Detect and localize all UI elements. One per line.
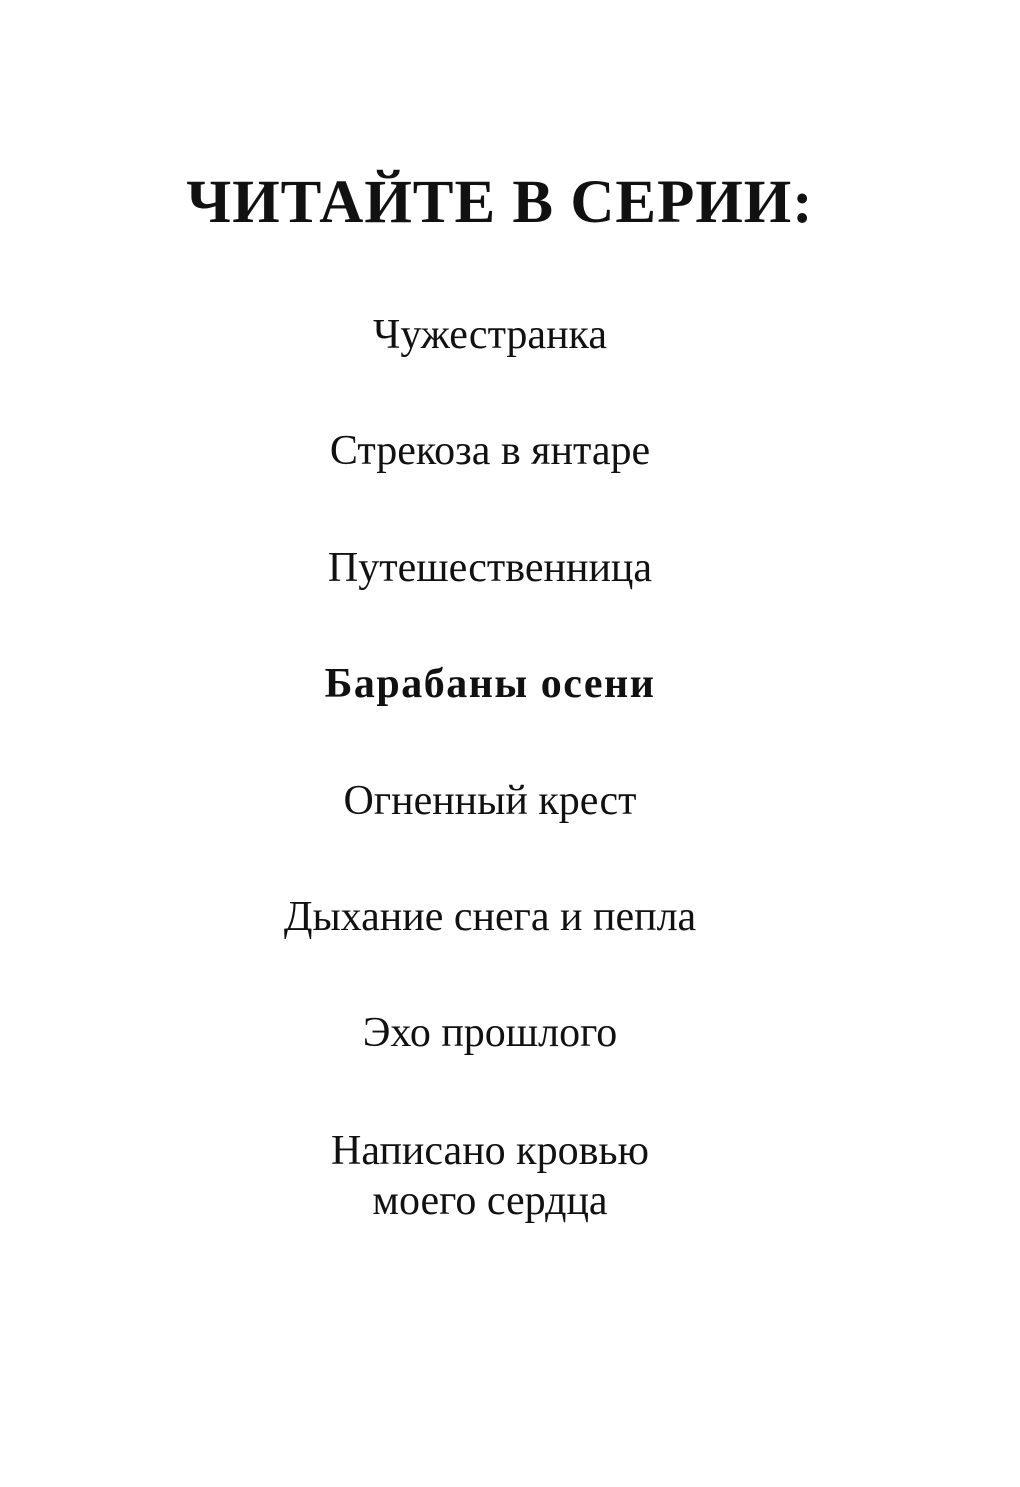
book-title-8-line-2: моего сердца [372,1178,608,1224]
book-title-current: Барабаны осени [324,661,656,707]
book-title-8-line-1: Написано кровью [331,1128,649,1174]
book-title-8 [0,1126,980,1226]
book-title-3: Путешественница [327,545,653,591]
book-title-1: Чужестранка [373,312,607,358]
book-title-6: Дыхание снега и пепла [283,894,697,940]
book-title-7: Эхо прошлого [362,1010,618,1056]
series-heading: ЧИТАЙТЕ В СЕРИИ: [186,169,814,236]
book-title-2: Стрекоза в янтаре [329,428,651,474]
book-title-5: Огненный крест [343,778,637,824]
